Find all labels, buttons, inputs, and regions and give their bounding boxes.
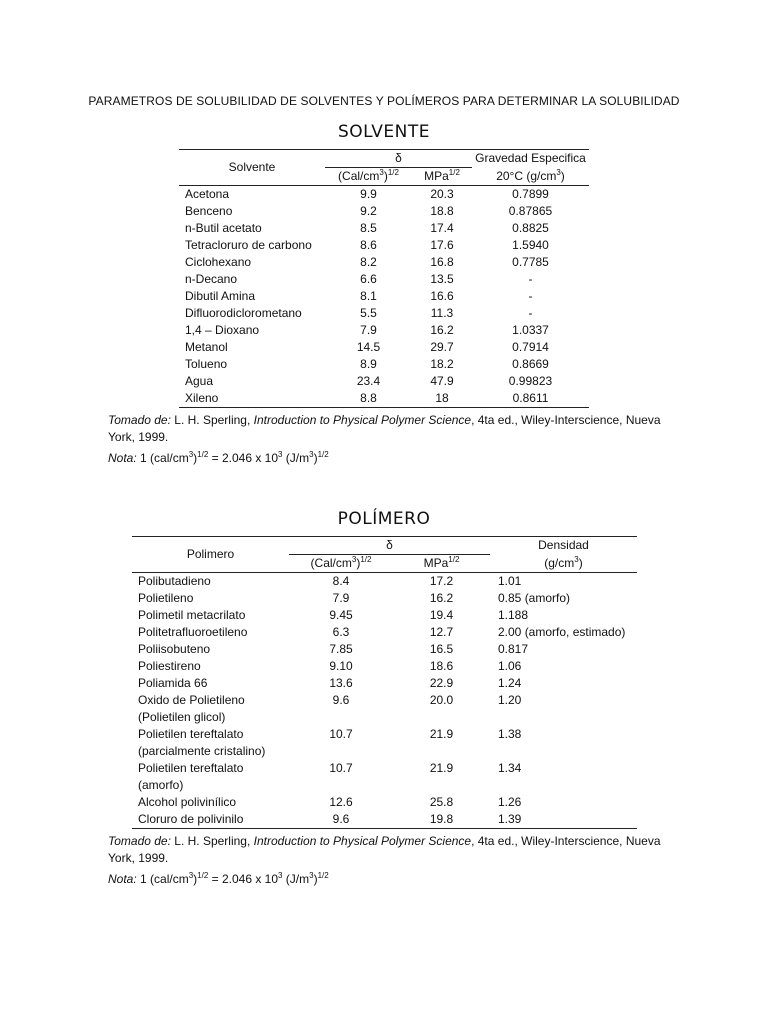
gravity-unit-header: 20°C $(g/cm^3)$ bbox=[496, 167, 565, 183]
table-row bbox=[132, 692, 637, 726]
polimero-col-header: Polimero bbox=[186, 547, 235, 561]
solvent-gravity: 0.8825 bbox=[512, 221, 549, 235]
table-row bbox=[179, 390, 589, 408]
polymer-delta-mpa: 25.8 bbox=[429, 795, 454, 809]
solvente-conversion-note: Nota: 1 $(cal/cm^3)^{1/2} = 2.046$ x $10^3$ $(J/m^3)^{1/2}$ bbox=[108, 450, 329, 465]
solvent-delta-cal: 8.6 bbox=[360, 238, 377, 252]
polymer-density: 1.20 bbox=[498, 693, 522, 707]
polymer-name-line1: Polibutadieno bbox=[138, 574, 211, 588]
polymer-name-line1: Polietileno bbox=[138, 591, 194, 605]
polymer-name bbox=[132, 590, 289, 607]
polymer-name-line1: Polimetil metacrilato bbox=[138, 608, 246, 622]
solvent-name: Dibutil Amina bbox=[185, 289, 256, 303]
polimero-mpa-unit-header: MPa$^{1/2}$ bbox=[423, 555, 460, 570]
solvent-gravity: 0.87865 bbox=[508, 204, 553, 218]
table-row bbox=[132, 811, 637, 829]
solvent-name: Difluorodiclorometano bbox=[185, 306, 302, 320]
table-row bbox=[179, 237, 589, 254]
polymer-name bbox=[132, 811, 289, 829]
solvent-delta-cal: 5.5 bbox=[360, 306, 377, 320]
solvent-delta-mpa: 16.8 bbox=[430, 255, 454, 269]
polymer-name-line2: (Polietilen glicol) bbox=[138, 710, 226, 724]
polymer-delta-cal: 13.6 bbox=[329, 676, 353, 690]
polymer-name-line1: Alcohol polivinílico bbox=[138, 795, 237, 809]
polymer-density: 1.26 bbox=[498, 795, 522, 809]
solvent-delta-cal: 23.4 bbox=[356, 374, 381, 388]
table-row bbox=[132, 624, 637, 641]
solvente-source-note: Tomado de: L. H. Sperling, Introduction to Physical Polymer Science, 4ta ed., Wiley-Interscience, Nueva York, 1999. bbox=[108, 413, 661, 444]
polymer-name bbox=[132, 760, 289, 794]
mpa-unit-header: MPa$^{1/2}$ bbox=[424, 168, 460, 183]
solvent-gravity: 0.8611 bbox=[512, 391, 549, 405]
polymer-name-line2: (amorfo) bbox=[138, 778, 184, 792]
polymer-name bbox=[132, 573, 289, 591]
solvent-gravity: - bbox=[528, 306, 533, 320]
solvent-delta-mpa: 18.2 bbox=[430, 357, 454, 371]
table-row bbox=[179, 373, 589, 390]
solvente-col-header: Solvente bbox=[228, 160, 276, 174]
solvent-delta-mpa: 18 bbox=[435, 391, 449, 405]
solvent-gravity: 0.7899 bbox=[512, 187, 549, 201]
table-row bbox=[179, 271, 589, 288]
polymer-name-line1: Cloruro de polivinilo bbox=[138, 812, 244, 826]
polymer-name bbox=[132, 726, 289, 760]
polimero-delta-header: δ bbox=[289, 537, 490, 555]
polymer-delta-cal: 7.9 bbox=[332, 591, 350, 605]
solvent-name: Tetracloruro de carbono bbox=[185, 238, 312, 252]
solvent-gravity: 1.0337 bbox=[512, 323, 549, 337]
polymer-name-line1: Poliisobuteno bbox=[138, 642, 211, 656]
solvent-name: n-Butil acetato bbox=[185, 221, 262, 235]
polymer-delta-mpa: 21.9 bbox=[429, 761, 454, 775]
solvent-delta-cal: 7.9 bbox=[360, 323, 377, 337]
polymer-delta-cal: 8.4 bbox=[332, 574, 350, 588]
table-row bbox=[132, 590, 637, 607]
polymer-name-line1: Politetrafluoroetileno bbox=[138, 625, 248, 639]
solvent-delta-cal: 9.9 bbox=[360, 187, 377, 201]
polymer-delta-cal: 12.6 bbox=[329, 795, 353, 809]
solvent-delta-cal: 6.6 bbox=[360, 272, 377, 286]
polymer-name-line1: Oxido de Polietileno bbox=[138, 693, 245, 707]
table-row bbox=[179, 322, 589, 339]
solvent-name: Metanol bbox=[185, 340, 228, 354]
polymer-density: 0.817 bbox=[498, 642, 529, 656]
polymer-delta-mpa: 22.9 bbox=[429, 676, 454, 690]
cal-unit-header: $(Cal/cm^3)^{1/2}$ bbox=[338, 168, 399, 183]
solvent-name: Agua bbox=[185, 374, 214, 388]
solvent-delta-mpa: 11.3 bbox=[430, 306, 454, 320]
solvente-section-title: SOLVENTE bbox=[338, 122, 430, 142]
polymer-name bbox=[132, 692, 289, 726]
polymer-delta-mpa: 18.6 bbox=[429, 659, 454, 673]
solvent-delta-mpa: 18.8 bbox=[430, 204, 454, 218]
solvent-delta-cal: 14.5 bbox=[356, 340, 381, 354]
solvent-gravity: 1.5940 bbox=[512, 238, 549, 252]
table-row bbox=[179, 339, 589, 356]
polymer-delta-mpa: 19.8 bbox=[429, 812, 454, 826]
solvent-name: Ciclohexano bbox=[185, 255, 252, 269]
polymer-density: 0.85 (amorfo) bbox=[498, 591, 571, 605]
solvent-delta-mpa: 13.5 bbox=[430, 272, 454, 286]
solvent-delta-cal: 8.5 bbox=[360, 221, 377, 235]
polimero-table bbox=[132, 536, 637, 829]
table-row bbox=[132, 573, 637, 591]
table-row bbox=[179, 186, 589, 204]
solvent-delta-mpa: 29.7 bbox=[430, 340, 454, 354]
polymer-delta-cal: 9.6 bbox=[332, 812, 350, 826]
polimero-cal-unit-header: $(Cal/cm^3)^{1/2}$ bbox=[310, 555, 372, 570]
solvent-gravity: 0.7914 bbox=[512, 340, 549, 354]
polymer-density: 1.24 bbox=[498, 676, 522, 690]
solvent-delta-mpa: 17.4 bbox=[430, 221, 454, 235]
polymer-delta-mpa: 21.9 bbox=[429, 727, 454, 741]
solvent-delta-mpa: 17.6 bbox=[430, 238, 454, 252]
polymer-delta-mpa: 17.2 bbox=[429, 574, 454, 588]
polymer-delta-cal: 10.7 bbox=[329, 727, 353, 741]
polymer-delta-cal: 9.10 bbox=[329, 659, 353, 673]
polymer-name bbox=[132, 794, 289, 811]
polymer-delta-cal: 10.7 bbox=[329, 761, 353, 775]
solvent-name: Acetona bbox=[185, 187, 230, 201]
solvent-gravity: 0.99823 bbox=[508, 374, 553, 388]
solvent-name: Xileno bbox=[185, 391, 219, 405]
solvent-gravity: 0.7785 bbox=[512, 255, 549, 269]
polymer-name-line1: Polietilen tereftalato bbox=[138, 727, 244, 741]
polymer-density: 1.188 bbox=[498, 608, 529, 622]
solvent-delta-cal: 8.8 bbox=[360, 391, 377, 405]
gravity-header: Gravedad Especifica bbox=[475, 151, 586, 166]
polymer-delta-mpa: 16.5 bbox=[429, 642, 454, 656]
table-row bbox=[179, 254, 589, 271]
polymer-name bbox=[132, 658, 289, 675]
solvente-delta-header: δ bbox=[325, 150, 472, 168]
solvent-gravity: 0.8669 bbox=[512, 357, 549, 371]
polymer-name bbox=[132, 641, 289, 658]
polymer-delta-mpa: 19.4 bbox=[429, 608, 454, 622]
polymer-delta-cal: 9.6 bbox=[332, 693, 350, 707]
density-unit-header: $(g/cm^3)$ bbox=[544, 554, 583, 570]
polymer-name bbox=[132, 607, 289, 624]
polymer-density: 2.00 (amorfo, estimado) bbox=[498, 625, 626, 639]
polymer-density: 1.06 bbox=[498, 659, 522, 673]
polymer-delta-mpa: 12.7 bbox=[429, 625, 454, 639]
polimero-conversion-note: Nota: 1 $(cal/cm^3)^{1/2} = 2.046$ x $10^3$ $(J/m^3)^{1/2}$ bbox=[108, 871, 329, 886]
solvent-delta-mpa: 20.3 bbox=[430, 187, 454, 201]
table-row bbox=[132, 760, 637, 794]
solvent-name: 1,4 – Dioxano bbox=[185, 323, 260, 337]
table-row bbox=[179, 288, 589, 305]
solvent-name: Benceno bbox=[185, 204, 233, 218]
table-row bbox=[179, 305, 589, 322]
polymer-density: 1.39 bbox=[498, 812, 522, 826]
polimero-source-note: Tomado de: L. H. Sperling, Introduction to Physical Polymer Science, 4ta ed., Wiley-Interscience, Nueva York, 1999. bbox=[108, 834, 661, 865]
polymer-delta-cal: 6.3 bbox=[332, 625, 350, 639]
solvent-delta-cal: 8.9 bbox=[360, 357, 377, 371]
polymer-name-line2: (parcialmente cristalino) bbox=[138, 744, 266, 758]
polymer-name-line1: Poliamida 66 bbox=[138, 676, 208, 690]
table-row bbox=[179, 203, 589, 220]
polymer-density: 1.34 bbox=[498, 761, 522, 775]
table-row bbox=[132, 726, 637, 760]
table-row bbox=[132, 641, 637, 658]
table-row bbox=[179, 356, 589, 373]
polymer-delta-mpa: 20.0 bbox=[429, 693, 454, 707]
table-row bbox=[132, 607, 637, 624]
solvente-table bbox=[179, 149, 589, 408]
solvent-name: n-Decano bbox=[185, 272, 238, 286]
table-row bbox=[132, 794, 637, 811]
polymer-density: 1.38 bbox=[498, 727, 522, 741]
polymer-delta-cal: 7.85 bbox=[329, 642, 353, 656]
polimero-section-title: POLÍMERO bbox=[337, 509, 431, 529]
table-row bbox=[132, 675, 637, 692]
table-row bbox=[132, 658, 637, 675]
table-row bbox=[179, 220, 589, 237]
polymer-delta-mpa: 16.2 bbox=[429, 591, 454, 605]
polymer-name-line1: Polietilen tereftalato bbox=[138, 761, 244, 775]
solvent-name: Tolueno bbox=[185, 357, 228, 371]
solvent-delta-cal: 8.2 bbox=[360, 255, 377, 269]
solvent-delta-mpa: 16.6 bbox=[430, 289, 454, 303]
solvent-gravity: - bbox=[528, 272, 533, 286]
density-header: Densidad bbox=[538, 538, 589, 553]
polymer-name bbox=[132, 624, 289, 641]
solvent-delta-mpa: 47.9 bbox=[430, 374, 454, 388]
solvent-delta-cal: 9.2 bbox=[360, 204, 377, 218]
polymer-name-line1: Poliestireno bbox=[138, 659, 201, 673]
solvent-gravity: - bbox=[528, 289, 533, 303]
polymer-name bbox=[132, 675, 289, 692]
page-title: PARAMETROS DE SOLUBILIDAD DE SOLVENTES Y POLÍMEROS PARA DETERMINAR LA SOLUBILIDAD bbox=[88, 94, 680, 108]
polymer-delta-cal: 9.45 bbox=[329, 608, 353, 622]
polymer-density: 1.01 bbox=[498, 574, 522, 588]
solvent-delta-mpa: 16.2 bbox=[430, 323, 454, 337]
solvent-delta-cal: 8.1 bbox=[360, 289, 377, 303]
